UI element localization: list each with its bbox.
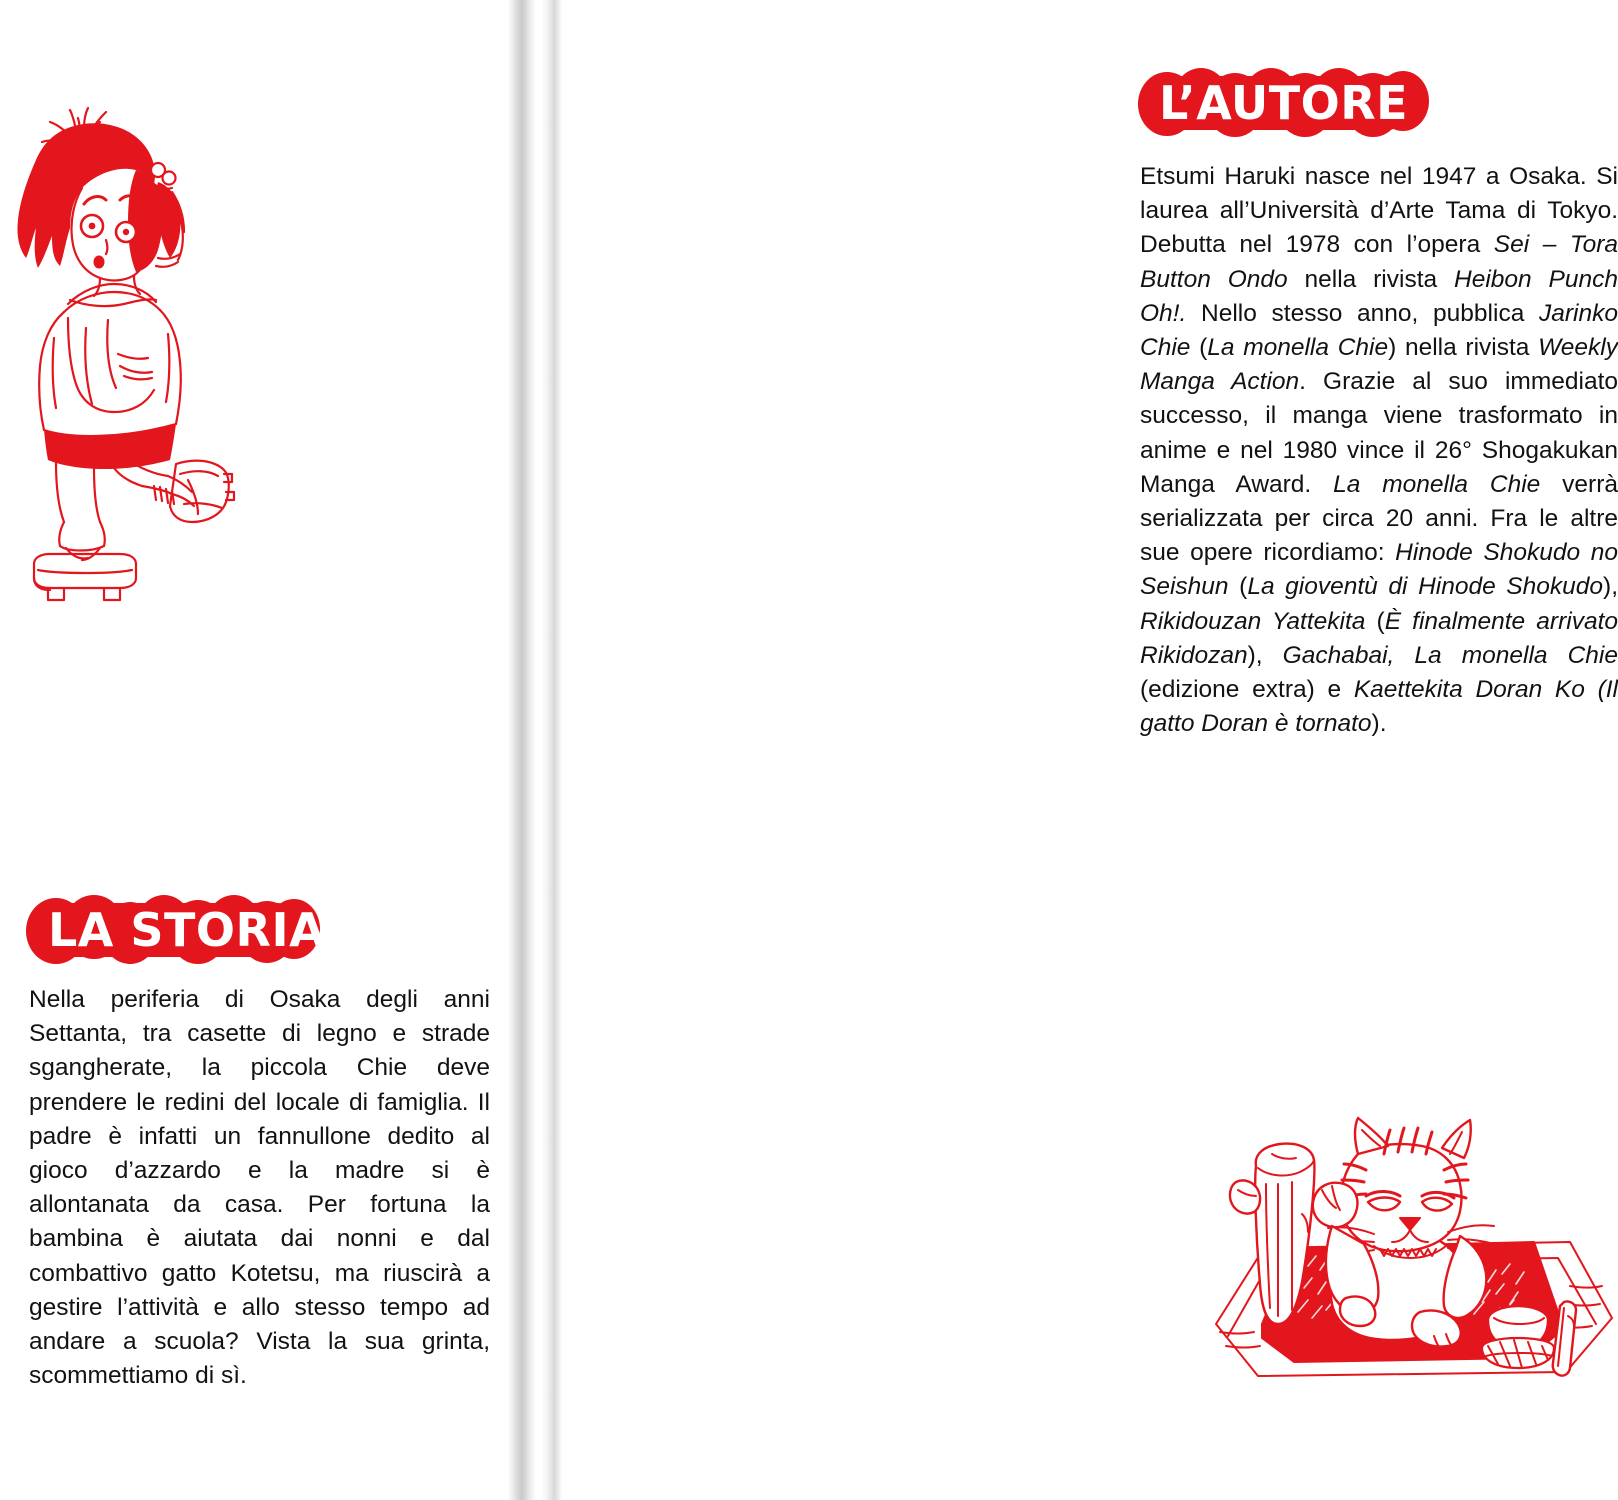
left-page <box>0 0 508 1500</box>
chie-girl-illustration <box>8 108 238 528</box>
la-storia-heading <box>22 893 351 967</box>
l-autore-heading-label: L’AUTORE <box>1159 76 1409 130</box>
kotetsu-cat-illustration <box>1198 1086 1618 1386</box>
la-storia-body-text: Nella periferia di Osaka degli anni Settanta, tra casette di legno e strade sgangherate, la piccola Chie deve prendere le redini del locale di famiglia. Il padre è infatti un fannullone dedito al gioco d’azzardo e la madre si è allontanata da casa. Per fortuna la bambina è aiutata dai nonni e dal combattivo gatto Kotetsu, ma riuscirà a gestire l’attività e allo stesso tempo ad andare a scuola? Vista la sua grinta, scommettiamo di sì. <box>29 986 490 1390</box>
book-gutter-spine <box>508 0 562 1500</box>
l-autore-heading <box>1135 66 1432 140</box>
la-storia-heading-label: LA STORIA <box>48 903 326 957</box>
l-autore-body-text: Etsumi Haruki nasce nel 1947 a Osaka. Si laurea all’Università d’Arte Tama di Tokyo. Debutta nel 1978 con l’opera Sei – Tora Button Ondo nella rivista Heibon Punch Oh!. Nello stesso anno, pubblica Jarinko Chie (La monella Chie) nella rivista Weekly Manga Action. Grazie al suo immediato successo, il manga viene trasformato in anime e nel 1980 vince il 26° Shogakukan Manga Award. La monella Chie verrà serializzata per circa 20 anni. Fra le altre sue opere ricordiamo: Hinode Shokudo no Seishun (La gioventù di Hinode Shokudo), Rikidouzan Yattekita (È finalmente arrivato Rikidozan), Gachabai, La monella Chie (edizione extra) e Kaettekita Doran Ko (Il gatto Doran è tornato). <box>1140 163 1618 738</box>
right-page <box>562 0 1618 1500</box>
